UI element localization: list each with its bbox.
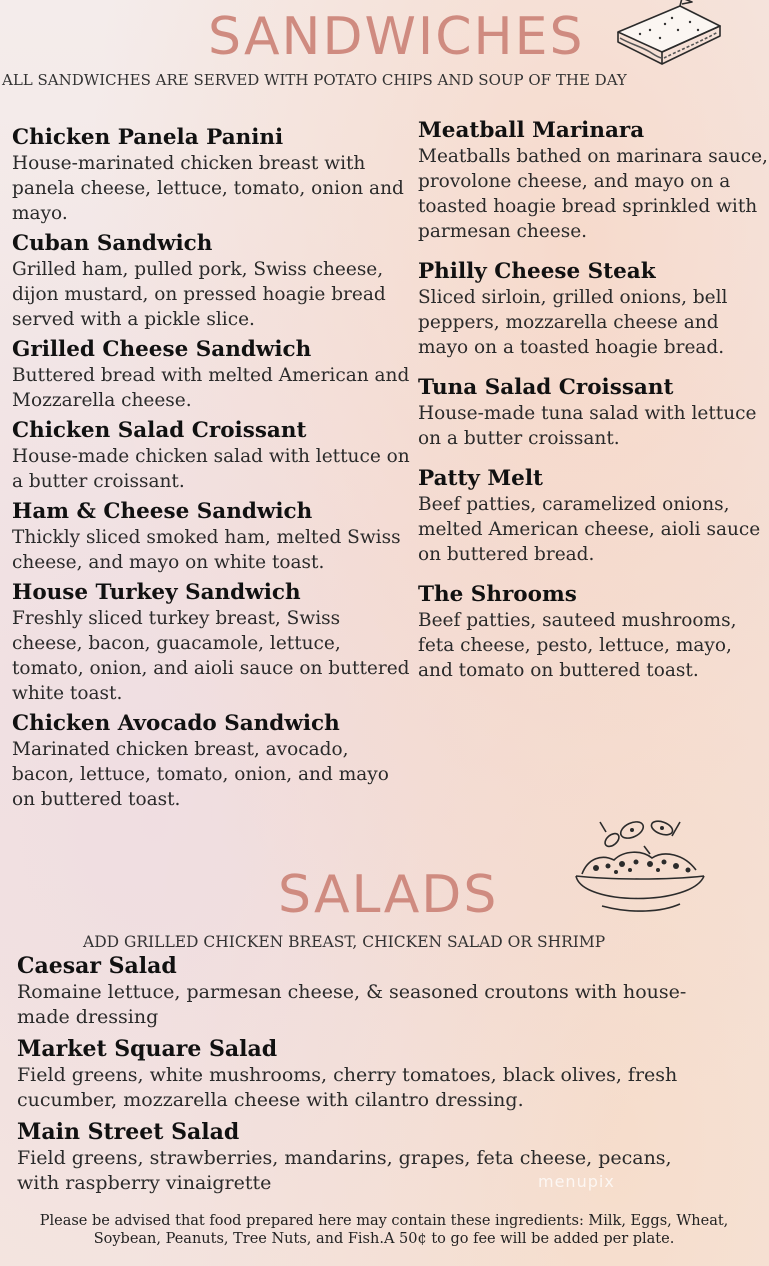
item-name: House Turkey Sandwich	[12, 580, 301, 605]
item-name: Cuban Sandwich	[12, 231, 213, 256]
item-description: Thickly sliced smoked ham, melted Swiss cheese, and mayo on white toast.	[12, 527, 401, 573]
item-name: Chicken Salad Croissant	[12, 418, 307, 443]
item-description: Freshly sliced turkey breast, Swiss cheese, bacon, guacamole, lettuce, tomato, onion, and aioli sauce on buttered white toast.	[12, 608, 410, 704]
menu-item	[418, 581, 769, 683]
sandwiches-title: SANDWICHES	[208, 7, 585, 67]
item-description: Buttered bread with melted American and Mozzarella cheese.	[12, 365, 410, 411]
item-description: House-made chicken salad with lettuce on a butter croissant.	[12, 446, 410, 492]
item-description: Marinated chicken breast, avocado, bacon, lettuce, tomato, onion, and mayo on buttered toast.	[12, 739, 389, 810]
menu-item	[418, 374, 769, 451]
item-description: Field greens, strawberries, mandarins, grapes, feta cheese, pecans, with raspberry vinaigrette	[17, 1147, 672, 1194]
menu-item	[12, 710, 410, 812]
salads-list	[17, 953, 757, 1200]
menu-item	[12, 336, 410, 413]
item-name: Chicken Avocado Sandwich	[12, 711, 340, 736]
item-description: Field greens, white mushrooms, cherry tomatoes, black olives, fresh cucumber, mozzarella cheese with cilantro dressing.	[17, 1064, 678, 1111]
menu-item	[17, 953, 757, 1030]
menu-item	[12, 579, 410, 706]
watermark: menupix	[538, 1172, 615, 1191]
item-description: Sliced sirloin, grilled onions, bell peppers, mozzarella cheese and mayo on a toasted hoagie bread.	[418, 287, 728, 358]
menu-item	[12, 124, 410, 226]
sandwiches-right-column	[418, 117, 769, 687]
salad-bowl-icon	[572, 818, 712, 918]
menu-item	[12, 230, 410, 332]
menu-item	[418, 117, 769, 244]
salads-title: SALADS	[278, 865, 499, 925]
item-description: Romaine lettuce, parmesan cheese, & seasoned croutons with house-made dressing	[17, 981, 687, 1028]
item-description: Beef patties, sauteed mushrooms, feta cheese, pesto, lettuce, mayo, and tomato on buttered toast.	[418, 610, 737, 681]
sandwich-icon	[610, 0, 730, 72]
item-description: House-made tuna salad with lettuce on a butter croissant.	[418, 403, 757, 449]
item-name: Ham & Cheese Sandwich	[12, 499, 313, 524]
item-name: Chicken Panela Panini	[12, 125, 284, 150]
item-name: Meatball Marinara	[418, 118, 645, 143]
salads-subtitle: ADD GRILLED CHICKEN BREAST, CHICKEN SALAD OR SHRIMP	[83, 933, 606, 951]
item-name: Main Street Salad	[17, 1119, 240, 1145]
menu-item	[12, 498, 410, 575]
item-name: Tuna Salad Croissant	[418, 375, 674, 400]
item-description: House-marinated chicken breast with panela cheese, lettuce, tomato, onion and mayo.	[12, 153, 404, 224]
menu-item	[12, 417, 410, 494]
item-name: Patty Melt	[418, 466, 543, 491]
item-description: Grilled ham, pulled pork, Swiss cheese, dijon mustard, on pressed hoagie bread served with a pickle slice.	[12, 259, 386, 330]
item-name: Philly Cheese Steak	[418, 259, 656, 284]
item-name: Caesar Salad	[17, 953, 177, 979]
menu-item	[17, 1036, 757, 1113]
item-name: Market Square Salad	[17, 1036, 278, 1062]
item-description: Beef patties, caramelized onions, melted American cheese, aioli sauce on buttered bread.	[418, 494, 761, 565]
item-name: Grilled Cheese Sandwich	[12, 337, 312, 362]
item-name: The Shrooms	[418, 582, 577, 607]
menu-item	[17, 1119, 757, 1196]
menu-item	[418, 465, 769, 567]
item-description: Meatballs bathed on marinara sauce, provolone cheese, and mayo on a toasted hoagie bread sprinkled with parmesan cheese.	[418, 146, 768, 242]
menu-item	[418, 258, 769, 360]
allergen-note: Please be advised that food prepared here may contain these ingredients: Milk, Eggs, Wheat, Soybean, Peanuts, Tree Nuts, and Fish.A 50¢ to go fee will be added per plate.	[39, 1213, 729, 1247]
sandwiches-left-column	[12, 124, 410, 816]
sandwiches-subtitle: ALL SANDWICHES ARE SERVED WITH POTATO CHIPS AND SOUP OF THE DAY	[2, 71, 627, 89]
